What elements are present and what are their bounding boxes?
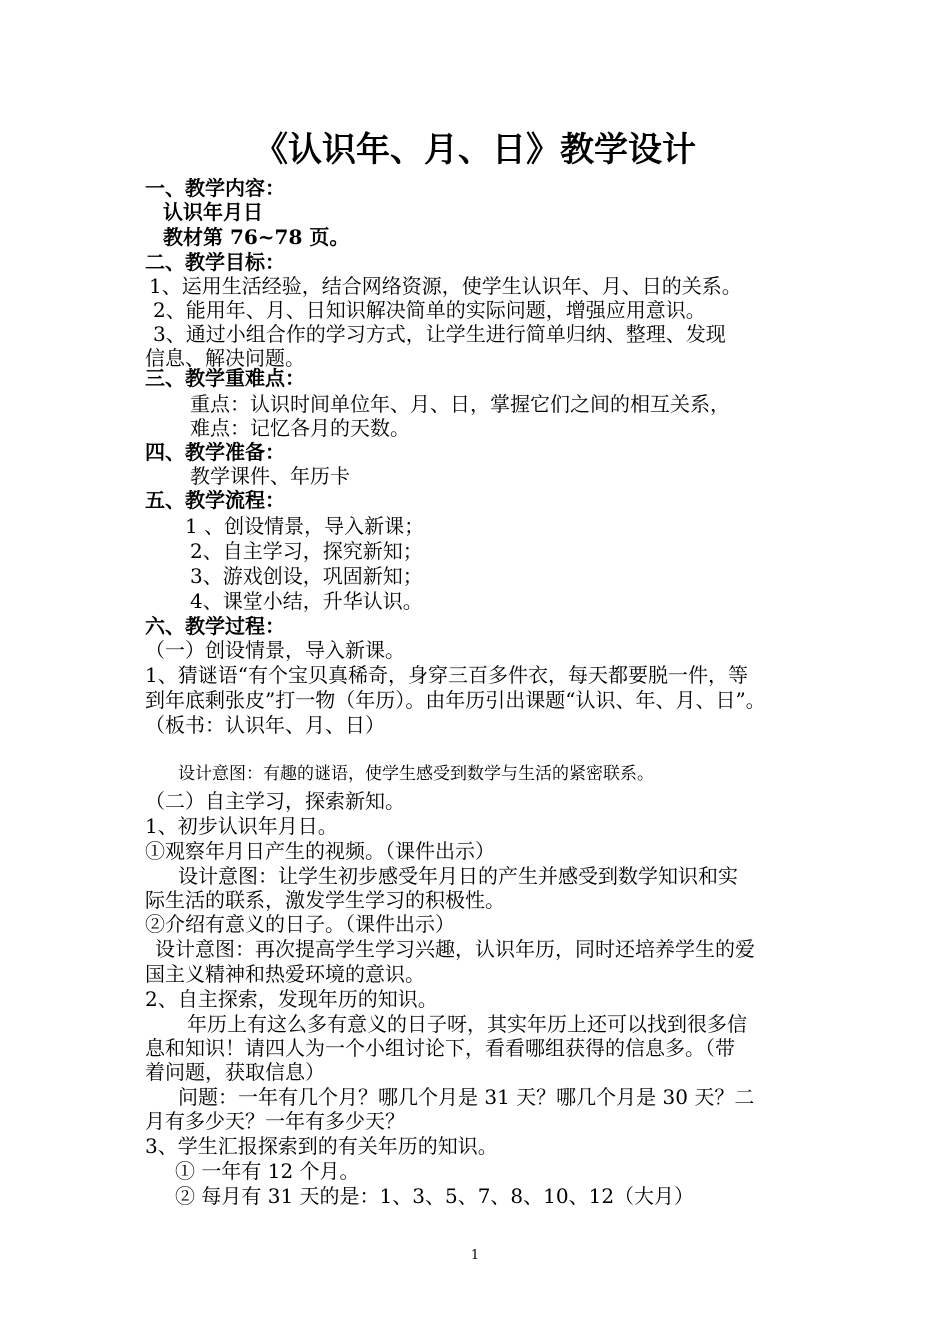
text-line: 着问题，获取信息） [145, 1060, 325, 1084]
text-line: 3、游戏创设，巩固新知； [190, 564, 423, 588]
text-line: 1 、创设情景，导入新课； [185, 514, 425, 538]
text-line: 五、教学流程： [145, 488, 285, 512]
text-line: 国主义精神和热爱环境的意识。 [145, 962, 425, 986]
text-line: 二、教学目标： [145, 250, 285, 274]
text-line: （二）自主学习，探索新知。 [145, 789, 405, 813]
text-line: 4、课堂小结，升华认识。 [190, 589, 423, 613]
text-line: 际生活的联系，激发学生学习的积极性。 [145, 888, 505, 912]
text-line: 一、教学内容： [145, 176, 285, 200]
text-line: ① 一年有 12 个月。 [175, 1159, 360, 1183]
text-line: （板书：认识年、月、日） [145, 713, 385, 737]
text-line: 三、教学重难点： [145, 366, 305, 390]
text-line: 2、自主学习，探究新知； [190, 539, 423, 563]
text-line: 认识年月日 [163, 200, 263, 224]
text-line: 设计意图：有趣的谜语，使学生感受到数学与生活的紧密联系。 [178, 764, 654, 784]
text-line: 年历上有这么多有意义的日子呀，其实年历上还可以找到很多信 [187, 1012, 747, 1036]
text-line: 六、教学过程： [145, 614, 285, 638]
text-line: 月有多少天？一年有多少天？ [145, 1109, 405, 1133]
text-line: 设计意图：让学生初步感受年月日的产生并感受到数学知识和实 [178, 864, 738, 888]
text-line: 四、教学准备： [145, 440, 285, 464]
text-line: 难点：记忆各月的天数。 [190, 416, 410, 440]
page-number: 1 [470, 1248, 480, 1263]
text-line: 设计意图：再次提高学生学习兴趣，认识年历，同时还培养学生的爱 [155, 937, 755, 961]
text-line: 问题：一年有几个月？哪几个月是 31 天？哪几个月是 30 天？二 [178, 1085, 755, 1109]
text-line: 重点：认识时间单位年、月、日，掌握它们之间的相互关系， [190, 392, 730, 416]
text-line: 息和知识！请四人为一个小组讨论下，看看哪组获得的信息多。（带 [145, 1036, 735, 1060]
text-line: 到年底剩张皮”打一物（年历）。由年历引出课题“认识、年、月、日”。 [145, 688, 766, 712]
text-line: 3、学生汇报探索到的有关年历的知识。 [145, 1134, 498, 1158]
text-line: ②介绍有意义的日子。（课件出示） [145, 912, 455, 936]
text-line: ② 每月有 31 天的是：1、3、5、7、8、10、12（大月） [175, 1184, 695, 1208]
text-line: 教材第 76~78 页。 [163, 225, 350, 249]
text-line: 1、初步认识年月日。 [145, 814, 338, 838]
text-line: （一）创设情景，导入新课。 [145, 638, 405, 662]
text-line: 2、自主探索，发现年历的知识。 [145, 987, 438, 1011]
text-line: 3、通过小组合作的学习方式，让学生进行简单归纳、整理、发现 [153, 322, 726, 346]
text-line: 2、能用年、月、日知识解决简单的实际问题，增强应用意识。 [153, 298, 706, 322]
text-line: 信息、解决问题。 [145, 346, 305, 370]
document-title: 《认识年、月、日》教学设计 [254, 130, 696, 170]
text-line: 1、猜谜语“有个宝贝真稀奇，身穿三百多件衣，每天都要脱一件，等 [145, 663, 748, 687]
text-line: ①观察年月日产生的视频。（课件出示） [145, 839, 495, 863]
text-line: 教学课件、年历卡 [190, 464, 350, 488]
text-line: 1、运用生活经验，结合网络资源，使学生认识年、月、日的关系。 [149, 274, 742, 298]
